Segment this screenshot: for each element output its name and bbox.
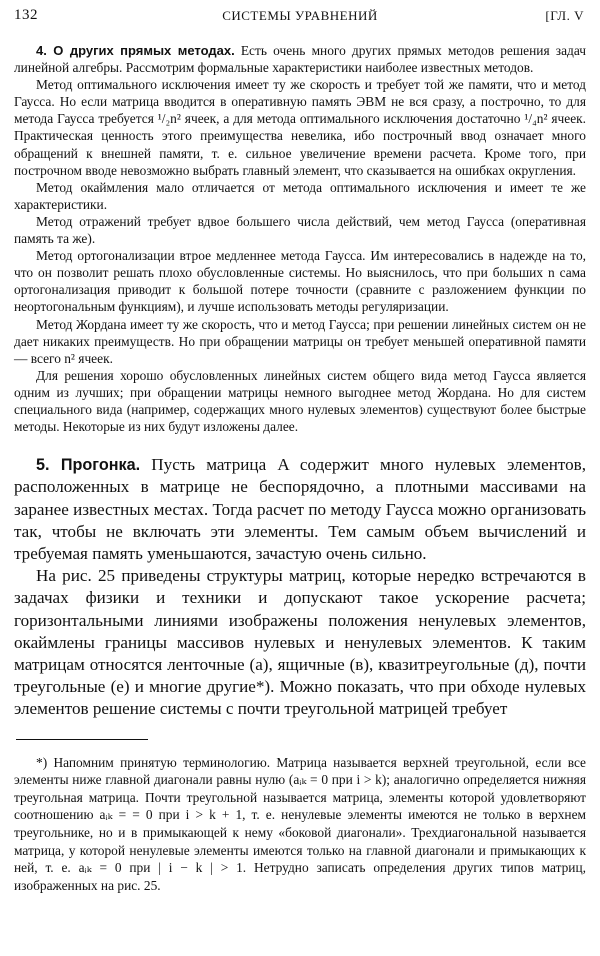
section-4-paragraph: Метод Жордана имеет ту же скорость, что и метод Гаусса; при решении линейных систем он не дает никаких преимуществ. Но при обращении матрицы он требует меньшей оперативной памяти — всего n² ячеек. bbox=[14, 316, 586, 366]
section-5-paragraph bbox=[14, 454, 586, 565]
section-4-paragraph: Для решения хорошо обусловленных линейных систем общего вида метод Гаусса является одним из лучших; при обращении матрицы немного выгоднее метод Жордана. Но для систем специального вида (например, содержащих много нулевых элементов) существуют более быстрые методы. Некоторые из них будут изложены далее. bbox=[14, 367, 586, 435]
section-5 bbox=[14, 454, 586, 720]
page-number: 132 bbox=[14, 7, 38, 23]
page-header bbox=[14, 4, 586, 28]
section-4-paragraph: Метод оптимального исключения имеет ту же скорость и требует той же памяти, что и метод Гаусса. Но если матрица вводится в оперативную память ЭВМ не вся сразу, а построчно, то для метода Гаусса требуется ¹/₂n² ячеек, а для метода оптимального исключения достаточно ¹/₄n² ячеек. Практическая ценность этого преимущества невелика, ибо построчный ввод означает много обращений к внешней памяти, т. е. сильное увеличение времени расчета. Кроме того, при построчном вводе невозможно выбрать главный элемент, что сказывается на ошибках округления. bbox=[14, 77, 586, 178]
chapter-label: [ГЛ. V bbox=[545, 8, 584, 23]
footnote bbox=[14, 754, 586, 895]
section-4-paragraph: Метод окаймления мало отличается от метода оптимального исключения и имеет те же характеристики. bbox=[14, 179, 586, 212]
footnote-rule bbox=[16, 739, 148, 740]
section-4-paragraph: Метод отражений требует вдвое большего числа действий, чем метод Гаусса (оперативная память та же). bbox=[14, 213, 586, 247]
footnote-text: *) Напомним принятую терминологию. Матрица называется верхней треугольной, если все элементы ниже главной диагонали равны нулю (aᵢₖ = 0 при i > k); аналогично определяется нижняя треугольная матрица. Почти треугольной называется матрица, элементы которой удовлетворяют соотношению aᵢₖ = = 0 при i > k + 1, т. е. ненулевые элементы имеются не только в верхнем треугольнике, но и в примыкающей к нему «боковой диагонали». Трехдиагональной называется матрица, у которой ненулевые элементы имеются только на главной диагонали и примыкающих к ней, т. е. aᵢₖ = 0 при | i − k | > 1. Нетрудно записать определения других типов матриц, изображенных на рис. 25. bbox=[14, 754, 586, 893]
section-5-paragraph-text: Пусть матрица A содержит много нулевых элементов, расположенных в матрице не беспорядочно, а плотными массивами на заранее известных местах. Тогда расчет по методу Гаусса можно организовать так, чтобы не включать эти элементы. Тем самым объем вычислений и требуемая память уменьшаются, зачастую очень сильно. bbox=[14, 455, 586, 563]
section-4-paragraph bbox=[14, 42, 586, 76]
section-5-paragraph: На рис. 25 приведены структуры матриц, которые нередко встречаются в задачах физики и техники и допускают такое ускорение расчета; горизонтальными линиями изображены положения ненулевых элементов, окаймлены границы массивов нулевых и ненулевых элементов. К таким матрицам относятся ленточные (а), ящичные (в), квазитреугольные (д), почти треугольные (е) и многие другие*). Можно показать, что при обходе нулевых элементов решение системы с почти треугольной матрицей требует bbox=[14, 566, 586, 719]
section-4-paragraph: Метод ортогонализации втрое медленнее метода Гаусса. Им интересовались в надежде на то, что он позволит решать плохо обусловленные системы. Но выяснилось, что при больших n сама ортогонализация приводит к большой потере точности (сравните с разложением функции по неортогональным функциям), и лучше использовать методы регуляризации. bbox=[14, 248, 586, 315]
section-4-paragraph-text: Есть очень много других прямых методов решения задач линейной алгебры. Рассмотрим формальные характеристики наиболее известных методов. bbox=[14, 43, 586, 76]
section-4-heading: 4. О других прямых методах. bbox=[36, 43, 235, 58]
running-title: СИСТЕМЫ УРАВНЕНИЙ bbox=[222, 8, 378, 23]
section-5-heading: 5. Прогонка. bbox=[36, 456, 141, 475]
section-4 bbox=[14, 42, 586, 435]
book-page bbox=[14, 4, 586, 894]
